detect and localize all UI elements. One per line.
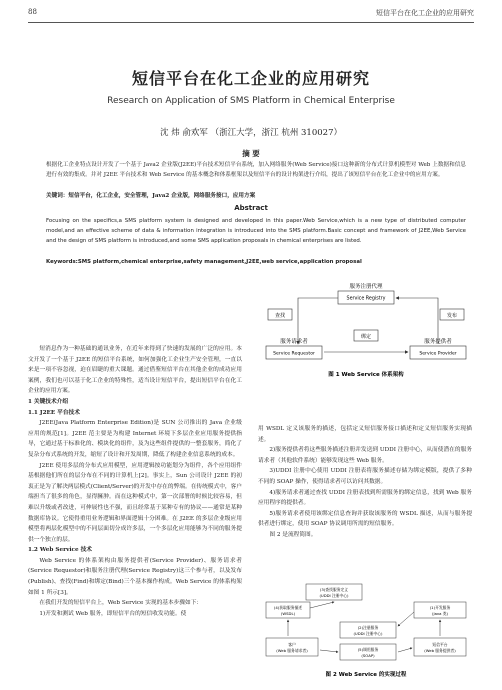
find-label-box xyxy=(268,309,292,320)
svg-text:(Web 服务请求者): (Web 服务请求者) xyxy=(276,648,308,653)
svg-text:(SOAP): (SOAP) xyxy=(361,653,375,658)
abstract-en-heading: Abstract xyxy=(234,204,268,212)
figure-2-diagram xyxy=(258,582,474,682)
subsection-heading: 1.1 J2EE 平台技术 xyxy=(28,409,80,416)
section-heading: 1 关键技术介绍 xyxy=(28,398,69,405)
svg-text:(WSDL): (WSDL) xyxy=(280,611,296,616)
figure-2-caption: 图 2 Web Service 的实现过程 xyxy=(325,672,407,678)
registry-sub: Service Registry xyxy=(346,296,386,302)
abstract-cn-heading: 摘 要 xyxy=(242,149,260,158)
provider-sub: Service Provider xyxy=(419,351,457,357)
title-english: Research on Application of SMS Platform in Chemical Enterprise xyxy=(107,96,395,106)
svg-text:(UDDI 注册中心): (UDDI 注册中心) xyxy=(319,593,349,598)
authors-line: 沈 炜 俞欢军 （浙江大学，浙江 杭州 310027） xyxy=(160,128,342,138)
svg-text:(5)调用服务: (5)调用服务 xyxy=(357,647,379,652)
paragraph: 2)服务提供者将这些服务描述注册并发送到 UDDI 注册中心，从而使潜在的服务请求者（其他软件系统）能够发现这些 Web 服务。 xyxy=(258,447,472,464)
svg-text:(Web 服务提供者): (Web 服务提供者) xyxy=(424,648,456,653)
client-box xyxy=(266,638,318,656)
svg-text:(2)注册服务: (2)注册服务 xyxy=(357,625,379,630)
provider-title: 服务提供者 xyxy=(424,339,452,345)
figure-1-diagram xyxy=(258,280,474,380)
left-column xyxy=(28,344,242,619)
step-find-box xyxy=(306,584,362,600)
requestor-sub: Service Requestor xyxy=(273,351,315,357)
requestor-box xyxy=(266,337,322,359)
header-rule xyxy=(28,22,474,23)
svg-text:(1)开发服务: (1)开发服务 xyxy=(429,605,451,610)
paragraph: 1)开发和测试 Web 服务，即短信平台的短信收发功能。使 xyxy=(39,610,187,617)
registry-title: 服务注册代理 xyxy=(349,284,383,290)
svg-text:客户: 客户 xyxy=(288,642,296,647)
svg-text:短信平台: 短信平台 xyxy=(432,642,448,647)
paragraph: 在我们开发的短信平台上，Web Service 实现的基本步骤如下： xyxy=(39,600,203,607)
abstract-cn-text: 根据化工企业特点设计开发了一个基于 Java2 企业版(J2EE)平台技术短信平台系统，加入网络服务(Web Service)接口这种新的分布式计算机模型对 Web 上数据和信息进行有效的集成。并对 J2EE 平台技术和 Web Service 的基本概念和体系框架以及短信平台的设计构架进行介绍，提出了该短信平台在化工企业中的应用方案。 xyxy=(46,162,466,178)
keywords-cn: 关键词：短信平台，化工企业，安全管理，Java2 企业版，网络服务接口，应用方案 xyxy=(46,193,256,199)
paragraph: J2EE(Java Platform Enterprise Edition)是 SUN 公司推出的 Java 企业级应用的规范[1]。J2EE 范主要是为构建 Internet 环境下多层企业应用服务提供指导，它通过基于标准化的、模块化的组件，及为这些组件提供的一整套服务，简化了复杂分布式系统的开发，缩短了设计和开发周期，降低了构建企业信息系统的成本。 xyxy=(28,420,242,458)
bind-label: 绑定 xyxy=(360,334,372,340)
bind-label-box xyxy=(354,330,378,341)
step-register-box xyxy=(340,622,396,638)
publish-label-box xyxy=(440,309,464,320)
paragraph: 4)服务请求者通过查找 UDDI 注册表找到所需服务的绑定信息，找到 Web 服务应用程序的提供者。 xyxy=(258,489,472,507)
requestor-title: 服务请求者 xyxy=(280,339,308,345)
running-header: 短信平台在化工企业的应用研究 xyxy=(376,9,474,17)
right-column xyxy=(258,424,472,541)
step-develop-box xyxy=(414,602,466,618)
publish-label: 发布 xyxy=(446,313,458,319)
paragraph: 5)服务请求者使用该绑定信息查询并获取该服务的 WSDL 描述，从而与服务提供者进行绑定，使用 SOAP 协议调用所需的短信服务。 xyxy=(258,510,472,528)
registry-box xyxy=(338,282,394,304)
svg-text:(3)查找服务定义: (3)查找服务定义 xyxy=(319,587,349,592)
paragraph: J2EE 使用多层的分布式应用模型，应用逻辑按功能划分为组件，各个应用组件基根据他们所在的层分布在不同的计算机上[2]。事实上，Sun 公司设计 J2EE 的初衷正是为了解决两层模式(Client/Server)的开发中存在的弊端。在传统模式中，客户端担当了很多的角色，显得臃肿。而在这种模式中，第一次部署的时候比较容易，但难以升级或者改进，可伸展性也不强，而且经常基于某种专有的协议——通常是某种数据库协议。它使得重用业务逻辑和界面逻辑十分困难。在 J2EE 的多层企业级应用模型将两层化模型中的不同层面切分成许多层，一个多层化应用能够为不同的服务提供一个独立的层。 xyxy=(28,462,242,543)
step-invoke-box xyxy=(340,644,396,660)
find-label: 查找 xyxy=(274,313,286,319)
svg-text:(Java 类): (Java 类) xyxy=(432,611,448,616)
figure-1-arrows xyxy=(298,298,438,352)
title-chinese: 短信平台在化工企业的应用研究 xyxy=(131,69,370,88)
page-number: 88 xyxy=(28,8,37,16)
svg-text:(UDDI 注册中心): (UDDI 注册中心) xyxy=(353,631,383,636)
paragraph: 3)UDDI 注册中心使用 UDDI 注册表将服务描述存储为绑定模版，提供了多种不同的 SOAP 操作，使得请求者可以访问其数据。 xyxy=(258,468,472,485)
step-wsdl-box xyxy=(266,602,310,618)
paragraph: 用 WSDL 定义该服务的描述，包括定义短信服务接口描述和定义短信服务实现描述。 xyxy=(258,426,472,443)
svg-text:(4)获取服务描述: (4)获取服务描述 xyxy=(273,605,303,610)
keywords-en: Keywords:SMS platform,chemical enterprise,safety management,J2EE,web service,application proposal xyxy=(46,259,362,265)
figure-1-caption: 图 1 Web Service 体系架构 xyxy=(328,372,404,378)
abstract-en-text: Focusing on the specifics,a SMS platform system is designed and developed in this paper.Web Service,which is a new type of distributed computer model,and an effective scheme of data & information integration is introduced into the SMS platform.Basic concept and framework of J2EE,Web Service and the design of SMS platform is introduced,and some SMS application proposals in chemical enterprises are listed. xyxy=(46,218,466,244)
paragraph: 图 2 是流程简图。 xyxy=(269,531,317,538)
paragraph: Web Service 的体系架构由服务提供者(Service Provider)、服务请求者(Service Requestor)和服务注册代理(Service Registry)这三个参与者，以及发布(Publish)、查找(Find)和绑定(Bind)三个基本操作构成。Web Service 的体系构架如图 1 所示[3]。 xyxy=(28,557,242,596)
sms-platform-box xyxy=(414,638,466,656)
paragraph: 短消息作为一种基础的通讯业务，在近年来得到了快速的发展的广泛的应用。本文开发了一个基于 J2EE 的短信平台系统，如何加强化工企业生产安全管理，一直以来是一项不容忽视，迫在眉睫的重大课题。通过借鉴短信平台在其他企业的成功应用案例，我们也可以基于化工企业的特殊性，适当设计短信平台，提出短信平台在化工企业的应用方案。 xyxy=(28,346,242,395)
subsection-heading: 1.2 Web Service 技术 xyxy=(28,547,92,554)
